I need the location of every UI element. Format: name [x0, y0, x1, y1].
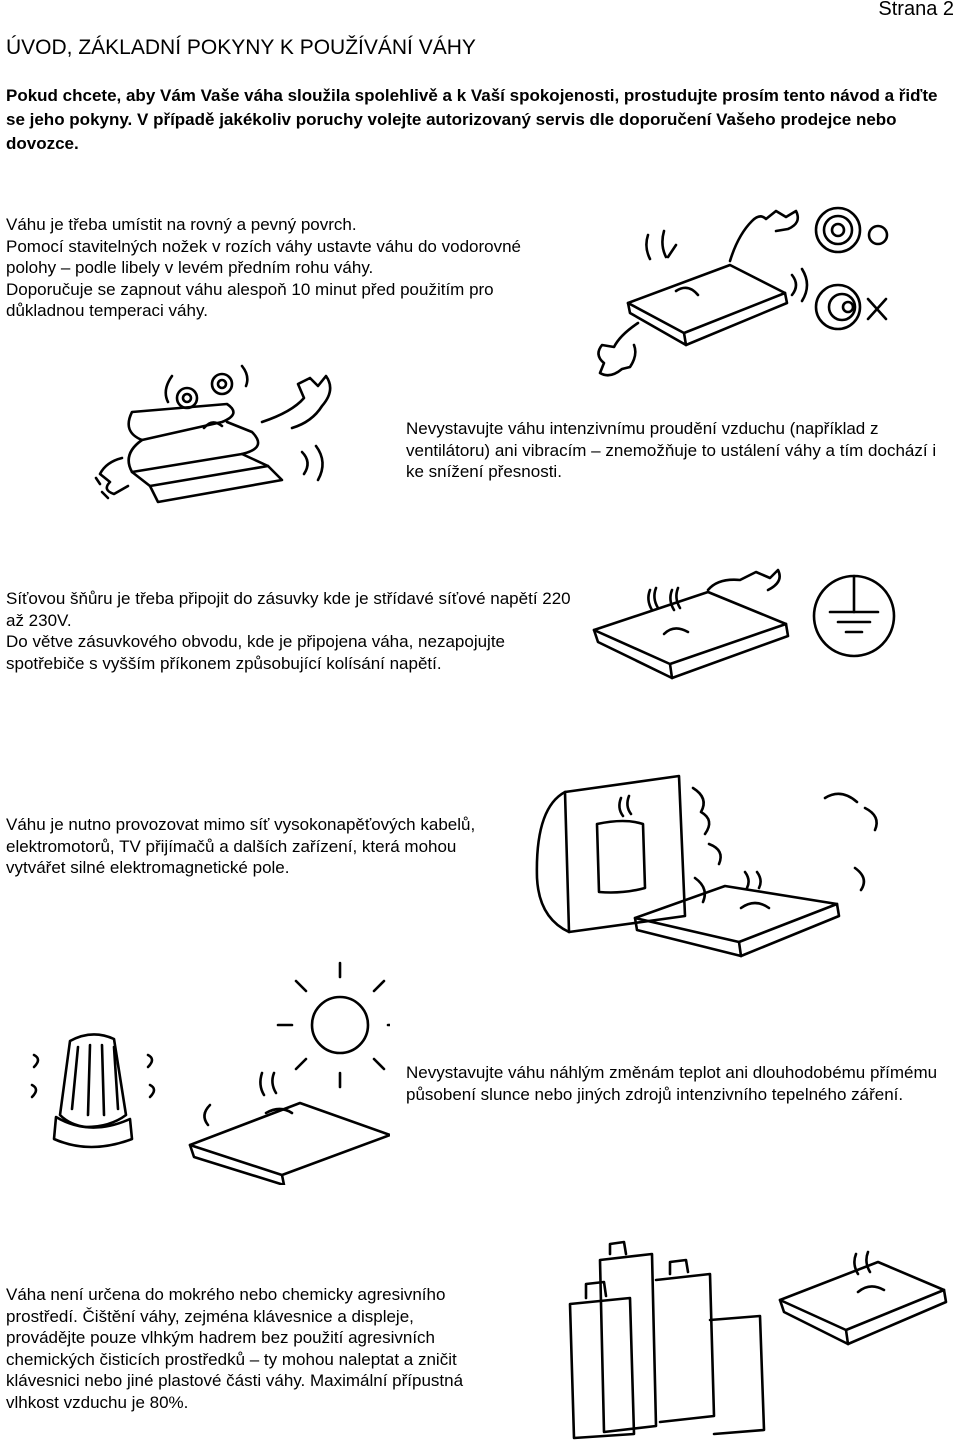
section-line: Síťovou šňůru je třeba připojit do zásuvky kde je střídavé síťové napětí 220 až 230V.	[6, 589, 571, 630]
page-title: ÚVOD, ZÁKLADNÍ POKYNY K POUŽÍVÁNÍ VÁHY	[6, 36, 476, 59]
page-number: Strana 2	[878, 0, 954, 20]
section-line: Váha není určena do mokrého nebo chemicky agresivního prostředí. Čištění váhy, zejména klávesnice a displeje, provádějte pouze vlhkým hadrem bez použití agresivních chemických čisticích prostředků – ty mohou naleptat a zničit klávesnici nebo jiné plastové části váhy. Maximální přípustná vlhkost vzduchu je 80%.	[6, 1285, 464, 1412]
section-line: Doporučuje se zapnout váhu alespoň 10 minut před použitím pro důkladnou temperaci váhy.	[6, 279, 494, 320]
intro-paragraph: Pokud chcete, aby Vám Vaše váha sloužila spolehlivě a k Vaší spokojenosti, prostudujte prosím tento návod a řiďte se jeho pokyny. V případě jakékoliv poruchy volejte autorizovaný servis dle doporučení Vašeho prodejce nebo dovozce.	[6, 86, 938, 153]
scale-electromagnetic-illustration	[525, 768, 945, 968]
section-line: Do větve zásuvkového obvodu, kde je připojena váha, nezapojujte spotřebiče s vyšším příkonem způsobující kolísání napětí.	[6, 632, 506, 673]
section-line: Nevystavujte váhu intenzivnímu proudění vzduchu (například z ventilátoru) ani vibracím – znemožňuje to ustálení váhy a tím dochází i ke snížení přesnosti.	[406, 419, 937, 481]
section-line: Váhu je nutno provozovat mimo síť vysokonapěťových kabelů, elektromotorů, TV přijímačů a dalších zařízení, která mohou vytvářet silné elektromagnetické pole.	[6, 815, 476, 877]
section-electromagnetic	[6, 814, 496, 879]
section-airflow	[406, 418, 954, 483]
scale-grounding-illustration	[590, 568, 945, 708]
section-line: Váhu je třeba umístit na rovný a pevný povrch.	[6, 215, 357, 234]
section-line: Pomocí stavitelných nožek v rozích váhy ustavte váhu do vodorovné polohy – podle libely v levém předním rohu váhy.	[6, 236, 521, 277]
scale-heat-illustration	[30, 955, 390, 1185]
section-humidity	[6, 1284, 496, 1413]
scale-leveling-illustration	[580, 195, 950, 390]
section-line: Nevystavujte váhu náhlým změnám teplot ani dlouhodobému přímému působení slunce nebo jiných zdrojů intenzivního tepelného záření.	[406, 1063, 938, 1104]
section-level-surface	[6, 214, 546, 322]
section-power	[6, 588, 576, 674]
scale-chemicals-illustration	[560, 1240, 950, 1440]
section-temperature	[406, 1062, 946, 1105]
scale-vibration-illustration	[92, 362, 367, 517]
